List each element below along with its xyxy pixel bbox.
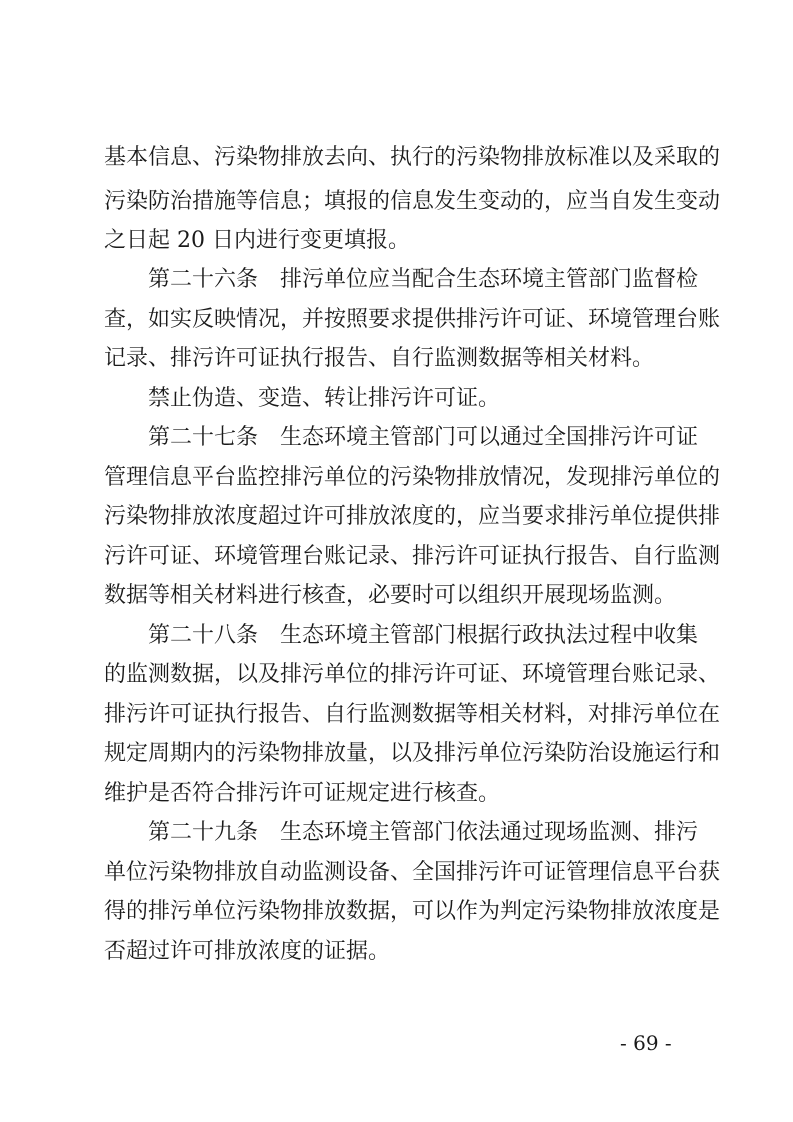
text-line: 单位污染物排放自动监测设备、全国排污许可证管理信息平台获 (104, 860, 721, 885)
article-heading-line: 第二十七条 生态环境主管部门可以通过全国排污许可证 (148, 425, 699, 450)
text-line: 污染物排放浓度超过许可排放浓度的，应当要求排污单位提供排 (104, 504, 721, 529)
text-line: 之日起 20 日内进行变更填报。 (104, 228, 410, 253)
text-line: 记录、排污许可证执行报告、自行监测数据等相关材料。 (104, 346, 655, 371)
text-line: 查，如实反映情况，并按照要求提供排污许可证、环境管理台账 (104, 307, 721, 332)
text-line: 否超过许可排放浓度的证据。 (104, 939, 391, 964)
text-line: 污许可证、环境管理台账记录、排污许可证执行报告、自行监测 (104, 544, 721, 569)
article-heading-line: 第二十八条 生态环境主管部门根据行政执法过程中收集 (148, 623, 699, 648)
page-number: - 69 - (620, 1031, 672, 1055)
text-line: 的监测数据，以及排污单位的排污许可证、环境管理台账记录、 (104, 662, 721, 687)
text-line: 排污许可证执行报告、自行监测数据等相关材料，对排污单位在 (104, 702, 721, 727)
text-line: 污染防治措施等信息；填报的信息发生变动的，应当自发生变动 (104, 189, 721, 214)
text-line: 得的排污单位污染物排放数据，可以作为判定污染物排放浓度是 (104, 899, 721, 924)
text-line: 维护是否符合排污许可证规定进行核查。 (104, 781, 501, 806)
article-heading-line: 第二十九条 生态环境主管部门依法通过现场监测、排污 (148, 820, 699, 845)
text-line: 管理信息平台监控排污单位的污染物排放情况，发现排污单位的 (104, 465, 721, 490)
text-line: 基本信息、污染物排放去向、执行的污染物排放标准以及采取的 (104, 145, 721, 170)
article-heading-line: 第二十六条 排污单位应当配合生态环境主管部门监督检 (148, 267, 699, 292)
text-line: 禁止伪造、变造、转让排污许可证。 (148, 386, 501, 411)
text-line: 规定周期内的污染物排放量，以及排污单位污染防治设施运行和 (104, 741, 721, 766)
text-line: 数据等相关材料进行核查，必要时可以组织开展现场监测。 (104, 583, 677, 608)
